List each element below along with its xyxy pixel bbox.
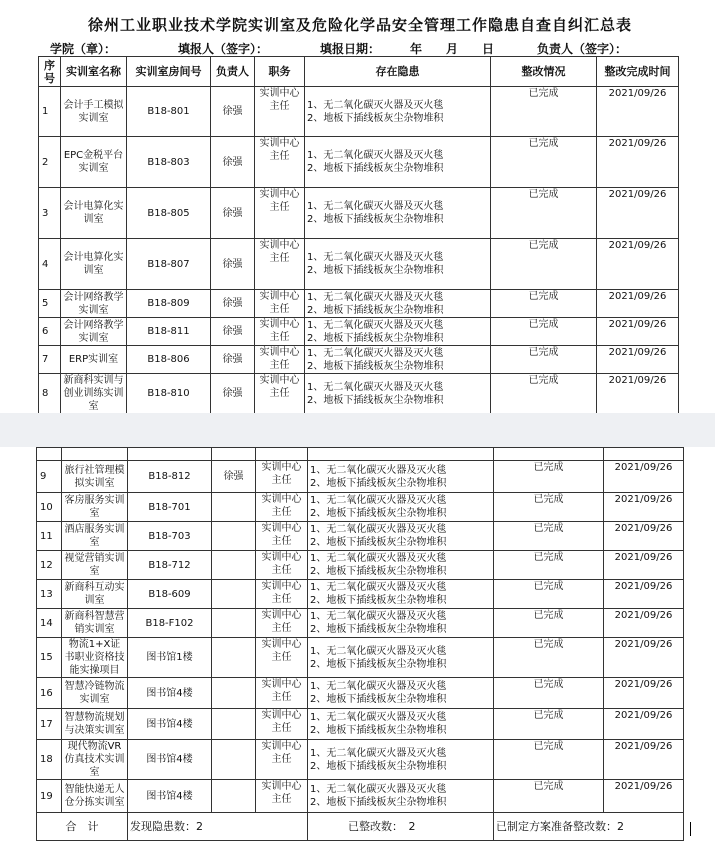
issue-cell [305, 318, 491, 346]
issue-line-1: 1、无二氧化碳灭火器及灭火毯 [307, 381, 444, 393]
issue-cell [305, 87, 491, 137]
issue-cell [305, 374, 491, 414]
row-number: 3 [39, 188, 61, 239]
position: 实训中心主任 [256, 740, 308, 780]
status: 已完成 [494, 461, 604, 493]
issue-cell [308, 580, 494, 609]
completion-date: 2021/09/26 [604, 580, 684, 609]
position: 实训中心主任 [256, 780, 308, 813]
status: 已完成 [491, 346, 597, 374]
person-name: 徐强 [211, 137, 255, 188]
header-no: 序号 [39, 57, 61, 87]
issue-line-1: 1、无二氧化碳灭火器及灭火毯 [307, 201, 444, 212]
issue-line-1: 1、无二氧化碳灭火器及灭火毯 [310, 464, 447, 476]
row-number: 2 [39, 137, 61, 188]
status: 已完成 [491, 87, 597, 137]
form-meta [50, 40, 690, 56]
lab-name: 新商科智慧营销实训室 [62, 609, 128, 638]
issue-line-1: 1、无二氧化碳灭火器及灭火毯 [307, 291, 444, 303]
issue-line-1: 1、无二氧化碳灭火器及灭火毯 [307, 319, 444, 331]
completion-date: 2021/09/26 [604, 709, 684, 740]
status: 已完成 [494, 493, 604, 522]
lab-name: 会计手工模拟实训室 [61, 87, 127, 137]
person-name [212, 678, 256, 709]
header-issue: 存在隐患 [305, 57, 491, 87]
header-name: 实训室名称 [61, 57, 127, 87]
issue-line-1: 1、无二氧化碳灭火器及灭火毯 [310, 747, 447, 759]
position: 实训中心主任 [256, 522, 308, 551]
lab-name: 智慧冷链物流实训室 [62, 678, 128, 709]
person-name [212, 522, 256, 551]
room-number: B18-807 [127, 239, 211, 290]
table-row [39, 87, 679, 137]
row-number: 7 [39, 346, 61, 374]
lab-name: 现代物流VR仿真技术实训室 [62, 740, 128, 780]
row-number: 17 [37, 709, 62, 740]
completion-date: 2021/09/26 [597, 188, 679, 239]
issue-line-1: 1、无二氧化碳灭火器及灭火毯 [310, 784, 447, 795]
room-number: B18-712 [128, 551, 212, 580]
person-name: 徐强 [211, 290, 255, 318]
header-person: 负责人 [211, 57, 255, 87]
issue-line-2: 2、地板下插线板灰尘杂物堆积 [307, 112, 444, 124]
status: 已完成 [494, 638, 604, 678]
completion-date: 2021/09/26 [604, 780, 684, 813]
person-name [212, 609, 256, 638]
issue-cell [308, 609, 494, 638]
person-name: 徐强 [211, 87, 255, 137]
person-name: 徐强 [211, 239, 255, 290]
text-cursor [690, 822, 691, 836]
position: 实训中心主任 [256, 678, 308, 709]
issue-line-2: 2、地板下插线板灰尘杂物堆积 [310, 725, 447, 736]
row-number: 14 [37, 609, 62, 638]
lab-name: 视觉营销实训室 [62, 551, 128, 580]
issue-line-2: 2、地板下插线板灰尘杂物堆积 [310, 624, 447, 635]
status: 已完成 [494, 709, 604, 740]
table-row [37, 522, 684, 551]
position: 实训中心主任 [256, 580, 308, 609]
table-row [39, 346, 679, 374]
person-name [212, 780, 256, 813]
summary-label: 合 计 [37, 813, 128, 841]
person-name: 徐强 [212, 461, 256, 493]
table-row [39, 290, 679, 318]
completion-date: 2021/09/26 [604, 551, 684, 580]
issue-line-2: 2、地板下插线板灰尘杂物堆积 [310, 537, 447, 548]
issue-line-2: 2、地板下插线板灰尘杂物堆积 [310, 566, 447, 577]
lab-name: 旅行社管理模拟实训室 [62, 461, 128, 493]
issue-line-1: 1、无二氧化碳灭火器及灭火毯 [310, 681, 447, 692]
issue-line-1: 1、无二氧化碳灭火器及灭火毯 [310, 524, 447, 535]
room-number: B18-609 [128, 580, 212, 609]
college-field[interactable]: 学院（章）： [50, 42, 117, 56]
issue-line-2: 2、地板下插线板灰尘杂物堆积 [307, 214, 444, 225]
status: 已完成 [491, 239, 597, 290]
room-number: B18-701 [128, 493, 212, 522]
status: 已完成 [491, 318, 597, 346]
completion-date: 2021/09/26 [597, 239, 679, 290]
lab-name: 会计电算化实训室 [61, 188, 127, 239]
status: 已完成 [491, 374, 597, 414]
room-number: 图书馆4楼 [128, 678, 212, 709]
completion-date: 2021/09/26 [597, 318, 679, 346]
position: 实训中心主任 [256, 609, 308, 638]
row-number: 18 [37, 740, 62, 780]
issue-line-2: 2、地板下插线板灰尘杂物堆积 [310, 658, 447, 670]
hazard-table-part-1 [38, 56, 679, 414]
completion-date: 2021/09/26 [604, 638, 684, 678]
table-row [37, 609, 684, 638]
issue-cell [308, 493, 494, 522]
issue-cell [305, 290, 491, 318]
page-1 [0, 0, 715, 413]
date-field[interactable]: 填报日期： 年 月 日 [320, 42, 495, 56]
table-row [37, 551, 684, 580]
person-name [212, 551, 256, 580]
table-row [37, 740, 684, 780]
issue-line-1: 1、无二氧化碳灭火器及灭火毯 [310, 582, 447, 593]
summary-fixed: 已整改数： 2 [308, 813, 494, 841]
issue-line-2: 2、地板下插线板灰尘杂物堆积 [307, 304, 444, 316]
row-number: 12 [37, 551, 62, 580]
status: 已完成 [491, 137, 597, 188]
issue-line-2: 2、地板下插线板灰尘杂物堆积 [307, 163, 444, 174]
issue-line-2: 2、地板下插线板灰尘杂物堆积 [310, 477, 447, 489]
table-row [39, 239, 679, 290]
table-header [39, 57, 679, 87]
issue-cell [308, 461, 494, 493]
issue-line-2: 2、地板下插线板灰尘杂物堆积 [307, 332, 444, 344]
completion-date: 2021/09/26 [597, 346, 679, 374]
issue-cell [308, 551, 494, 580]
lab-name: 新商科实训与创业训练实训室 [61, 374, 127, 414]
position: 实训中心主任 [256, 461, 308, 493]
table-row [39, 318, 679, 346]
status: 已完成 [494, 678, 604, 709]
table-row [37, 780, 684, 813]
row-number: 5 [39, 290, 61, 318]
row-number: 9 [37, 461, 62, 493]
issue-cell [308, 780, 494, 813]
header-room: 实训室房间号 [127, 57, 211, 87]
status: 已完成 [494, 522, 604, 551]
room-number: B18-806 [127, 346, 211, 374]
table-row [39, 374, 679, 414]
lab-name: 客房服务实训室 [62, 493, 128, 522]
table-row [37, 709, 684, 740]
document-title: 徐州工业职业技术学院实训室及危险化学品安全管理工作隐患自查自纠汇总表 [87, 16, 632, 34]
issue-line-2: 2、地板下插线板灰尘杂物堆积 [307, 265, 444, 276]
issue-cell [305, 137, 491, 188]
page-gap [0, 413, 715, 447]
room-number: B18-F102 [128, 609, 212, 638]
person-name: 徐强 [211, 188, 255, 239]
summary-found: 发现隐患数：2 [128, 813, 308, 841]
issue-line-2: 2、地板下插线板灰尘杂物堆积 [307, 360, 444, 372]
issue-cell [308, 709, 494, 740]
issue-line-2: 2、地板下插线板灰尘杂物堆积 [310, 595, 447, 606]
lab-name: 智慧物流规划与决策实训室 [62, 709, 128, 740]
issue-line-1: 1、无二氧化碳灭火器及灭火毯 [307, 99, 444, 111]
lab-name: 会计网络教学实训室 [61, 318, 127, 346]
status: 已完成 [494, 609, 604, 638]
issue-line-1: 1、无二氧化碳灭火器及灭火毯 [307, 347, 444, 359]
issue-line-1: 1、无二氧化碳灭火器及灭火毯 [310, 712, 447, 723]
room-number: B18-810 [127, 374, 211, 414]
issue-cell [305, 346, 491, 374]
row-number: 19 [37, 780, 62, 813]
row-number: 1 [39, 87, 61, 137]
position: 实训中心主任 [255, 346, 305, 374]
person-name [212, 638, 256, 678]
responsible-field[interactable]: 负责人（签字）： [537, 42, 628, 56]
completion-date: 2021/09/26 [604, 609, 684, 638]
table-row [37, 678, 684, 709]
person-name [212, 740, 256, 780]
room-number: B18-811 [127, 318, 211, 346]
row-number: 16 [37, 678, 62, 709]
lab-name: 会计电算化实训室 [61, 239, 127, 290]
status: 已完成 [491, 188, 597, 239]
position: 实训中心主任 [256, 493, 308, 522]
table-row [39, 188, 679, 239]
filler-field[interactable]: 填报人（签字）： [178, 42, 269, 56]
row-number: 13 [37, 580, 62, 609]
issue-line-1: 1、无二氧化碳灭火器及灭火毯 [307, 150, 444, 161]
header-status: 整改情况 [491, 57, 597, 87]
issue-line-2: 2、地板下插线板灰尘杂物堆积 [310, 760, 447, 772]
room-number: B18-812 [128, 461, 212, 493]
issue-line-2: 2、地板下插线板灰尘杂物堆积 [310, 797, 447, 808]
completion-date: 2021/09/26 [597, 87, 679, 137]
issue-line-1: 1、无二氧化碳灭火器及灭火毯 [310, 495, 447, 506]
header-position: 职务 [255, 57, 305, 87]
status: 已完成 [494, 740, 604, 780]
row-number: 11 [37, 522, 62, 551]
issue-cell [308, 678, 494, 709]
row-number: 6 [39, 318, 61, 346]
completion-date: 2021/09/26 [604, 461, 684, 493]
completion-date: 2021/09/26 [597, 374, 679, 414]
person-name [212, 580, 256, 609]
lab-name: 新商科互动实训室 [62, 580, 128, 609]
issue-line-1: 1、无二氧化碳灭火器及灭火毯 [307, 252, 444, 263]
issue-cell [305, 188, 491, 239]
issue-cell [308, 638, 494, 678]
room-number: 图书馆1楼 [128, 638, 212, 678]
lab-name: 物流1+X证书职业资格技能实操项目 [62, 638, 128, 678]
summary-row [37, 813, 684, 841]
position: 实训中心主任 [256, 551, 308, 580]
status: 已完成 [491, 290, 597, 318]
issue-cell [308, 740, 494, 780]
table-row [37, 580, 684, 609]
person-name [212, 493, 256, 522]
completion-date: 2021/09/26 [604, 740, 684, 780]
lab-name: EPC金税平台实训室 [61, 137, 127, 188]
status: 已完成 [494, 780, 604, 813]
row-number: 4 [39, 239, 61, 290]
lab-name: 智能快递无人仓分拣实训室 [62, 780, 128, 813]
row-number: 15 [37, 638, 62, 678]
position: 实训中心主任 [255, 290, 305, 318]
issue-cell [305, 239, 491, 290]
completion-date: 2021/09/26 [604, 678, 684, 709]
position: 实训中心主任 [255, 239, 305, 290]
status: 已完成 [494, 551, 604, 580]
table-row [37, 493, 684, 522]
row-number: 10 [37, 493, 62, 522]
completion-date: 2021/09/26 [597, 290, 679, 318]
room-number: B18-805 [127, 188, 211, 239]
room-number: B18-801 [127, 87, 211, 137]
position: 实训中心主任 [255, 374, 305, 414]
issue-cell [308, 522, 494, 551]
issue-line-2: 2、地板下插线板灰尘杂物堆积 [307, 394, 444, 406]
table-row [39, 137, 679, 188]
person-name: 徐强 [211, 318, 255, 346]
header-date: 整改完成时间 [597, 57, 679, 87]
room-number: 图书馆4楼 [128, 740, 212, 780]
room-number: 图书馆4楼 [128, 709, 212, 740]
lab-name: 酒店服务实训室 [62, 522, 128, 551]
position: 实训中心主任 [255, 87, 305, 137]
completion-date: 2021/09/26 [604, 522, 684, 551]
row-number: 8 [39, 374, 61, 414]
position: 实训中心主任 [256, 638, 308, 678]
room-number: B18-809 [127, 290, 211, 318]
completion-date: 2021/09/26 [597, 137, 679, 188]
room-number: 图书馆4楼 [128, 780, 212, 813]
room-number: B18-703 [128, 522, 212, 551]
lab-name: 会计网络教学实训室 [61, 290, 127, 318]
status: 已完成 [494, 580, 604, 609]
position: 实训中心主任 [256, 709, 308, 740]
room-number: B18-803 [127, 137, 211, 188]
position: 实训中心主任 [255, 188, 305, 239]
person-name [212, 709, 256, 740]
table-row [37, 638, 684, 678]
issue-line-1: 1、无二氧化碳灭火器及灭火毯 [310, 553, 447, 564]
completion-date: 2021/09/26 [604, 493, 684, 522]
issue-line-2: 2、地板下插线板灰尘杂物堆积 [310, 508, 447, 519]
table-row [37, 461, 684, 493]
issue-line-2: 2、地板下插线板灰尘杂物堆积 [310, 694, 447, 705]
position: 实训中心主任 [255, 137, 305, 188]
issue-line-1: 1、无二氧化碳灭火器及灭火毯 [310, 645, 447, 657]
person-name: 徐强 [211, 346, 255, 374]
hazard-table-part-2 [36, 447, 684, 841]
lab-name: ERP实训室 [61, 346, 127, 374]
issue-line-1: 1、无二氧化碳灭火器及灭火毯 [310, 611, 447, 622]
empty-row [37, 448, 684, 461]
person-name: 徐强 [211, 374, 255, 414]
summary-plan: 已制定方案准备整改数：2 [494, 813, 684, 841]
position: 实训中心主任 [255, 318, 305, 346]
